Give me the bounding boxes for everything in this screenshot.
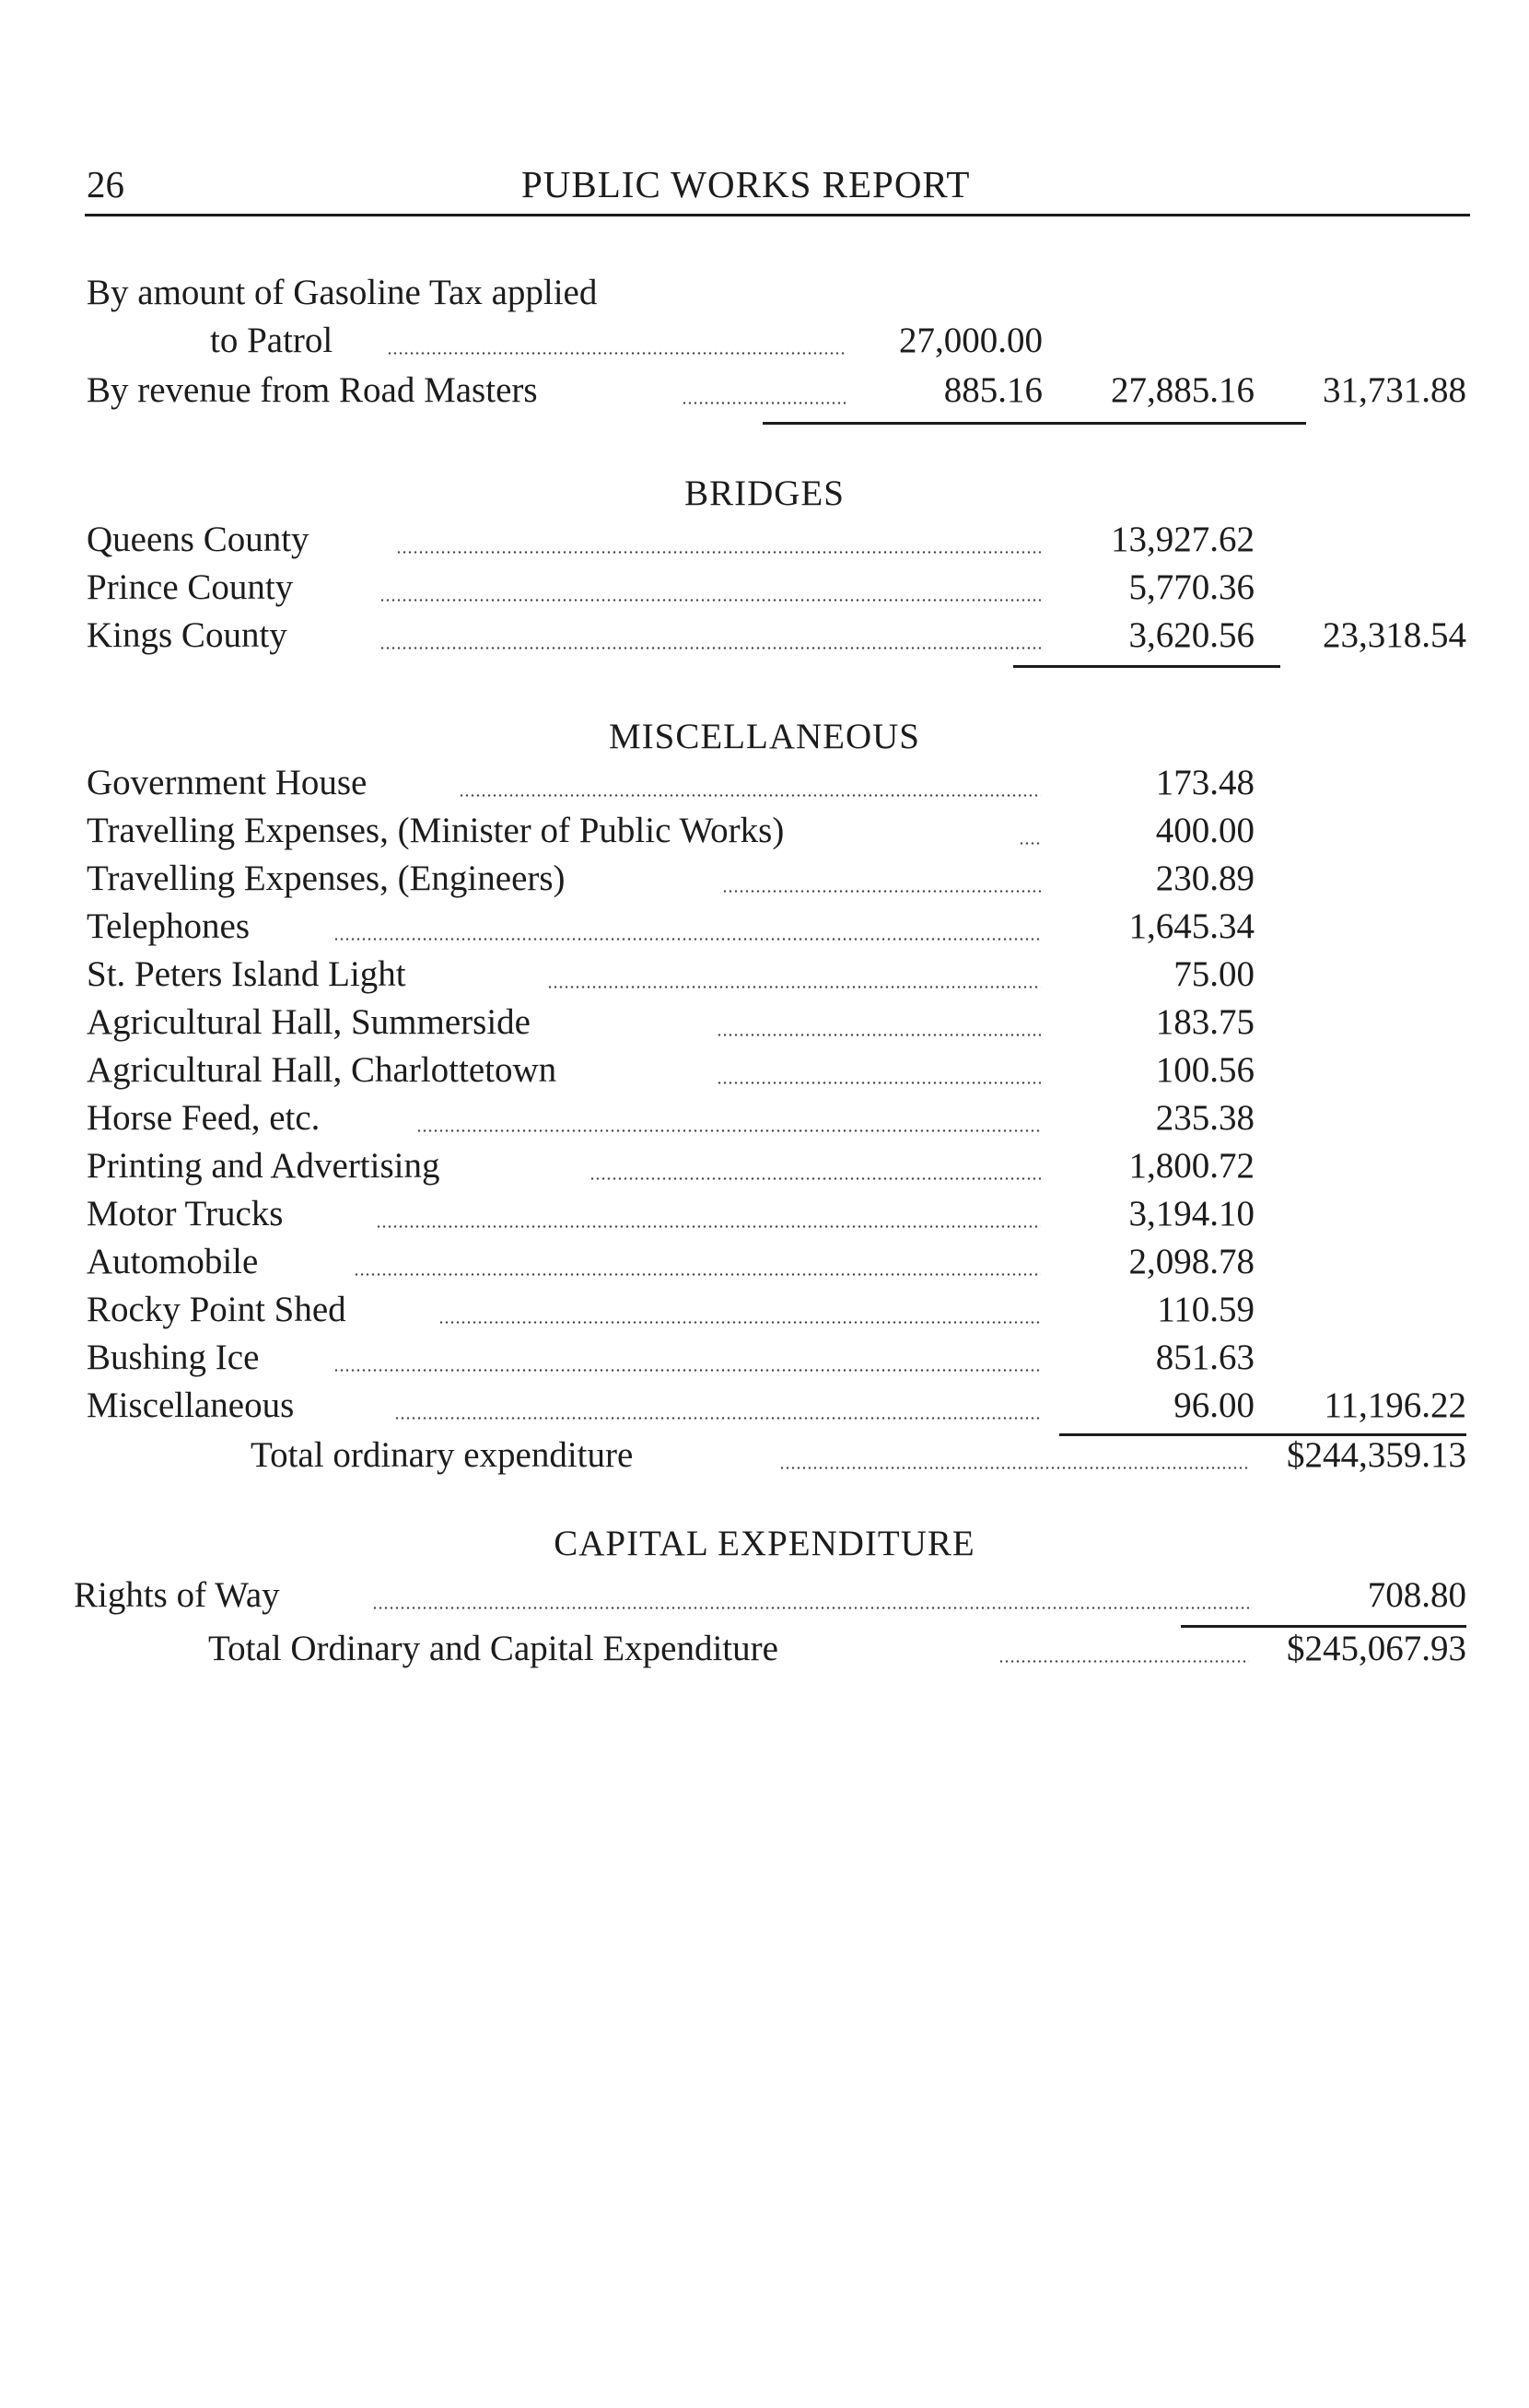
revenue-line-2-label: to Patrol [210,321,333,360]
revenue-line-3-subtotal: 27,885.16 [1111,370,1255,410]
misc-item-label: Agricultural Hall, Summerside [87,1002,531,1042]
misc-total: 11,196.22 [1324,1385,1466,1425]
misc-item-label: Horse Feed, etc. [87,1098,321,1138]
leader-dots [376,1225,1041,1228]
bridges-item-amount: 3,620.56 [1128,615,1255,655]
total-ordinary-label: Total ordinary expenditure [251,1435,634,1475]
bridges-item-label: Queens County [87,520,309,559]
total-ordinary-amount: $244,359.13 [1287,1435,1466,1475]
misc-item-label: Miscellaneous [87,1385,295,1425]
misc-item-amount: 3,194.10 [1128,1194,1255,1233]
leader-dots [682,402,847,404]
leader-dots [396,551,1041,554]
leader-dots [394,1417,1041,1420]
section-heading-miscellaneous: MISCELLANEOUS [608,717,920,756]
leader-dots [717,1034,1041,1036]
leader-dots [1019,842,1041,845]
leader-dots [333,938,1041,941]
rights-of-way-amount: 708.80 [1367,1575,1466,1615]
misc-item-label: Motor Trucks [87,1194,284,1233]
misc-item-label: Bushing Ice [87,1338,260,1377]
leader-dots [438,1321,1041,1324]
misc-item-amount: 100.56 [1155,1050,1255,1090]
misc-item-amount: 230.89 [1155,859,1255,898]
leader-dots [416,1129,1041,1132]
bridges-item-label: Prince County [87,567,294,607]
grand-total-label: Total Ordinary and Capital Expenditure [208,1629,778,1668]
misc-item-amount: 1,645.34 [1128,906,1255,946]
section-heading-capital: CAPITAL EXPENDITURE [554,1524,975,1563]
revenue-line-3-amount: 885.16 [943,370,1043,410]
leader-dots [372,1607,1253,1609]
leader-dots [547,986,1041,988]
bridges-item-amount: 13,927.62 [1111,520,1255,559]
revenue-line-3-total: 31,731.88 [1323,370,1466,410]
misc-item-amount: 183.75 [1155,1002,1255,1042]
misc-item-label: Government House [87,763,368,802]
leader-dots [379,599,1041,602]
misc-item-amount: 851.63 [1155,1338,1255,1377]
misc-item-label: St. Peters Island Light [87,954,406,994]
leader-dots [589,1177,1041,1180]
leader-dots [717,1081,1041,1084]
misc-item-label: Agricultural Hall, Charlottetown [87,1050,557,1090]
leader-dots [333,1369,1041,1372]
misc-item-amount: 110.59 [1157,1290,1255,1329]
bridges-item-label: Kings County [87,615,287,655]
misc-item-amount: 75.00 [1173,954,1255,994]
bridges-total: 23,318.54 [1323,615,1466,655]
section-heading-bridges: BRIDGES [684,473,845,513]
misc-item-amount: 96.00 [1173,1385,1255,1425]
revenue-line-1: By amount of Gasoline Tax applied [87,273,598,312]
misc-item-amount: 400.00 [1155,811,1255,850]
leader-dots [387,352,847,355]
misc-item-label: Travelling Expenses, (Engineers) [87,859,566,898]
misc-item-label: Rocky Point Shed [87,1290,346,1329]
misc-item-label: Telephones [87,906,251,946]
leader-dots [354,1273,1041,1276]
misc-item-label: Printing and Advertising [87,1146,440,1186]
rights-of-way-label: Rights of Way [74,1575,280,1615]
revenue-line-3-label: By revenue from Road Masters [87,370,538,410]
misc-item-amount: 173.48 [1155,763,1255,802]
page-title: PUBLIC WORKS REPORT [521,163,971,205]
leader-dots [379,647,1041,649]
misc-item-label: Travelling Expenses, (Minister of Public Works) [87,811,785,850]
leader-dots [722,890,1041,893]
leader-dots [998,1660,1249,1663]
bridges-item-amount: 5,770.36 [1128,567,1255,607]
misc-item-label: Automobile [87,1242,259,1281]
page-number: 26 [87,163,124,205]
misc-item-amount: 235.38 [1155,1098,1255,1138]
grand-total-amount: $245,067.93 [1287,1629,1466,1668]
subtotal-rule [763,422,1306,425]
leader-dots [779,1467,1249,1469]
header-rule [85,214,1470,216]
leader-dots [459,794,1041,797]
misc-item-amount: 2,098.78 [1128,1242,1255,1281]
misc-item-amount: 1,800.72 [1128,1146,1255,1186]
subtotal-rule [1013,665,1280,668]
revenue-line-2-amount: 27,000.00 [899,321,1043,360]
